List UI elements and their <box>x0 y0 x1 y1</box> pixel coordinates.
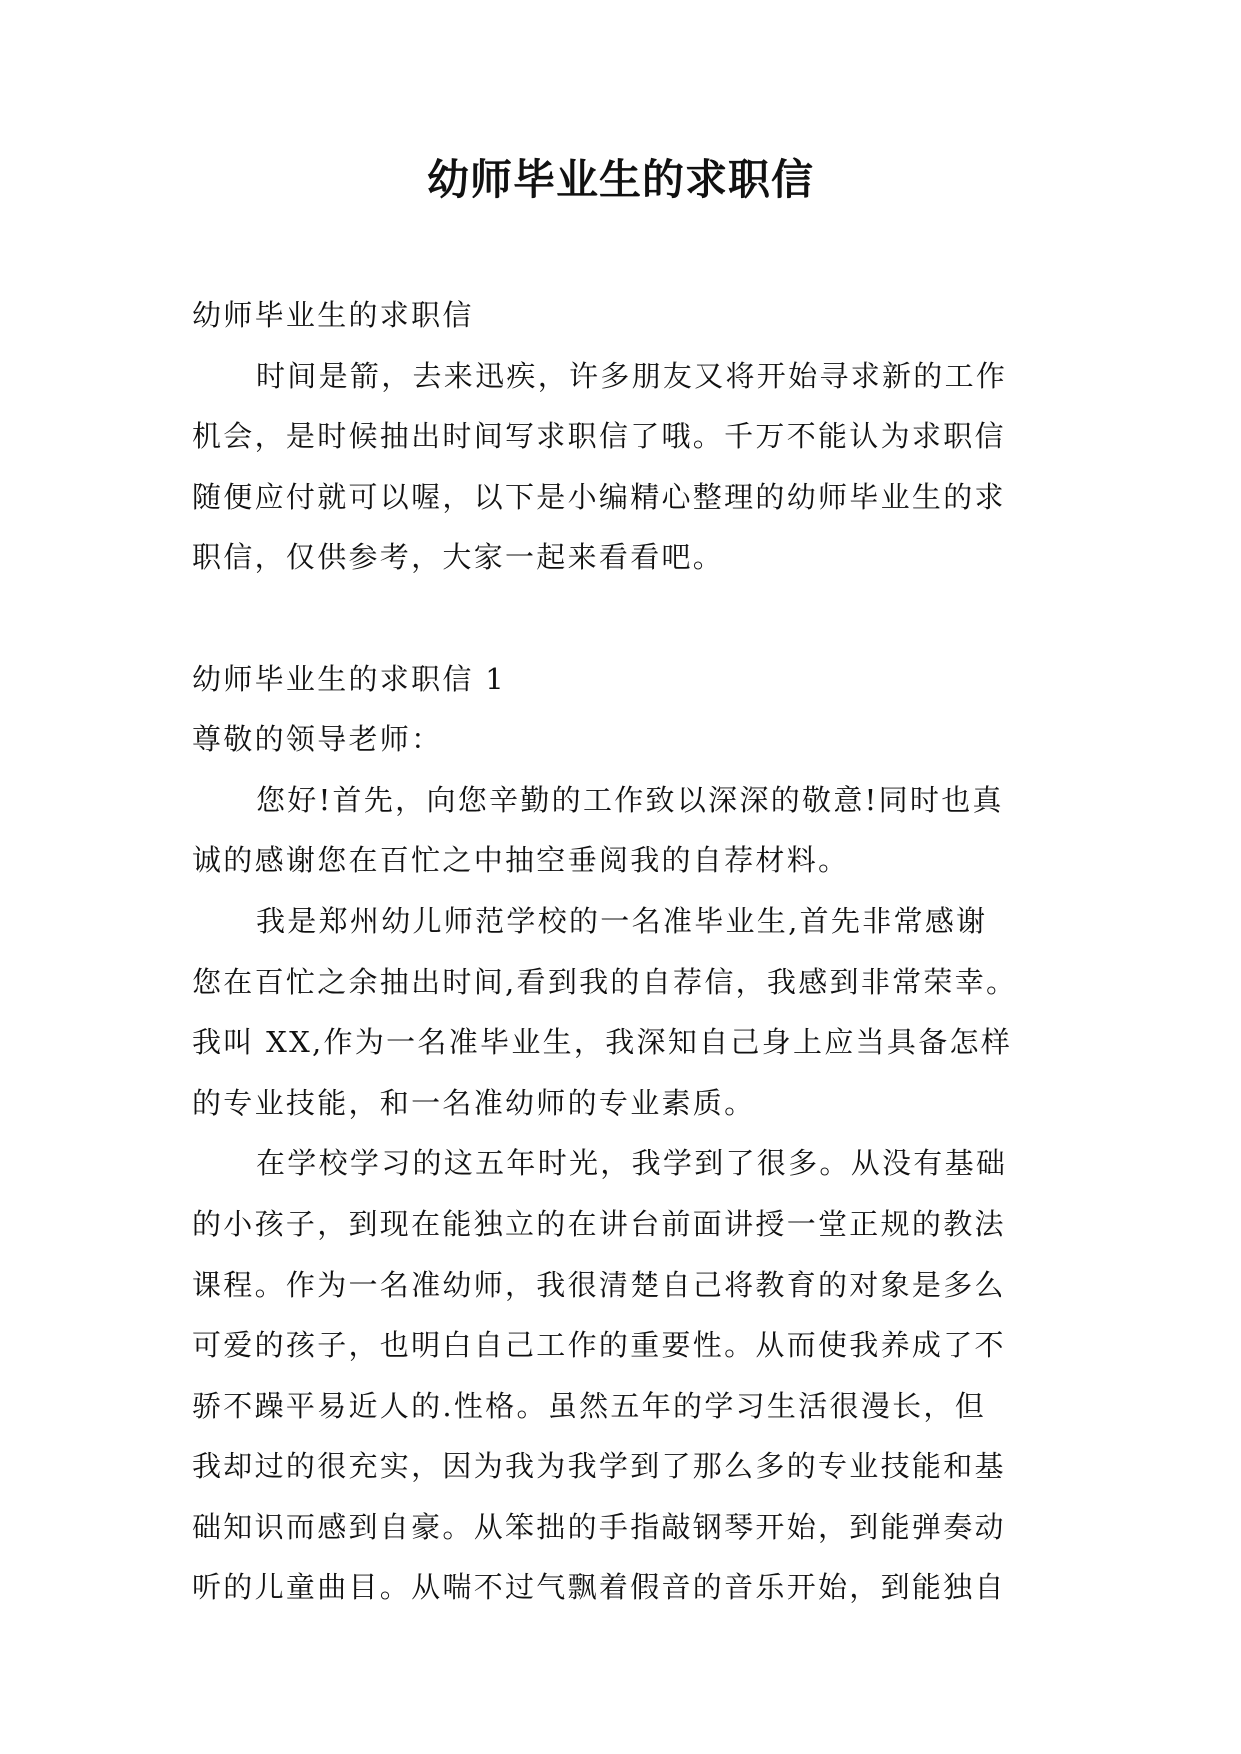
paragraph-2-line: 您在百忙之余抽出时间,看到我的自荐信，我感到非常荣幸。 <box>192 964 1018 999</box>
intro-line: 随便应付就可以喔，以下是小编精心整理的幼师毕业生的求 <box>192 479 1006 514</box>
document-title: 幼师毕业生的求职信 <box>426 155 814 204</box>
blank-line <box>192 588 1052 649</box>
document-subtitle: 幼师毕业生的求职信 <box>192 298 474 332</box>
paragraph-2-line: 的专业技能，和一名准幼师的专业素质。 <box>192 1085 756 1120</box>
intro-line: 时间是箭，去来迅疾，许多朋友又将开始寻求新的工作 <box>256 358 1008 393</box>
paragraph-3-line: 课程。作为一名准幼师，我很清楚自己将教育的对象是多么 <box>192 1267 1006 1302</box>
paragraph-1-line: 诚的感谢您在百忙之中抽空垂阅我的自荐材料。 <box>192 843 850 878</box>
intro-line: 职信，仅供参考，大家一起来看看吧。 <box>192 540 725 575</box>
salutation: 尊敬的领导老师： <box>192 722 443 757</box>
document-body <box>192 285 1052 1618</box>
paragraph-2-line: 我是郑州幼儿师范学校的一名准毕业生,首先非常感谢 <box>256 903 988 938</box>
paragraph-3-line: 可爱的孩子，也明白自己工作的重要性。从而使我养成了不 <box>192 1328 1006 1363</box>
paragraph-3-line: 础知识而感到自豪。从笨拙的手指敲钢琴开始，到能弹奏动 <box>192 1509 1006 1544</box>
paragraph-3-line: 我却过的很充实，因为我为我学到了那么多的专业技能和基 <box>192 1449 1006 1484</box>
paragraph-3-line: 的小孩子，到现在能独立的在讲台前面讲授一堂正规的教法 <box>192 1206 1006 1241</box>
section-heading: 幼师毕业生的求职信 1 <box>192 661 506 696</box>
intro-line: 机会，是时候抽出时间写求职信了哦。千万不能认为求职信 <box>192 419 1006 454</box>
paragraph-3-line: 在学校学习的这五年时光，我学到了很多。从没有基础 <box>256 1146 1008 1181</box>
paragraph-2-line: 我叫 XX,作为一名准毕业生，我深知自己身上应当具备怎样 <box>192 1025 1013 1060</box>
paragraph-3-line: 骄不躁平易近人的.性格。虽然五年的学习生活很漫长，但 <box>192 1388 987 1423</box>
paragraph-1-line: 您好!首先，向您辛勤的工作致以深深的敬意!同时也真 <box>256 782 1004 817</box>
paragraph-3-line: 听的儿童曲目。从喘不过气飘着假音的音乐开始，到能独自 <box>192 1570 1006 1605</box>
